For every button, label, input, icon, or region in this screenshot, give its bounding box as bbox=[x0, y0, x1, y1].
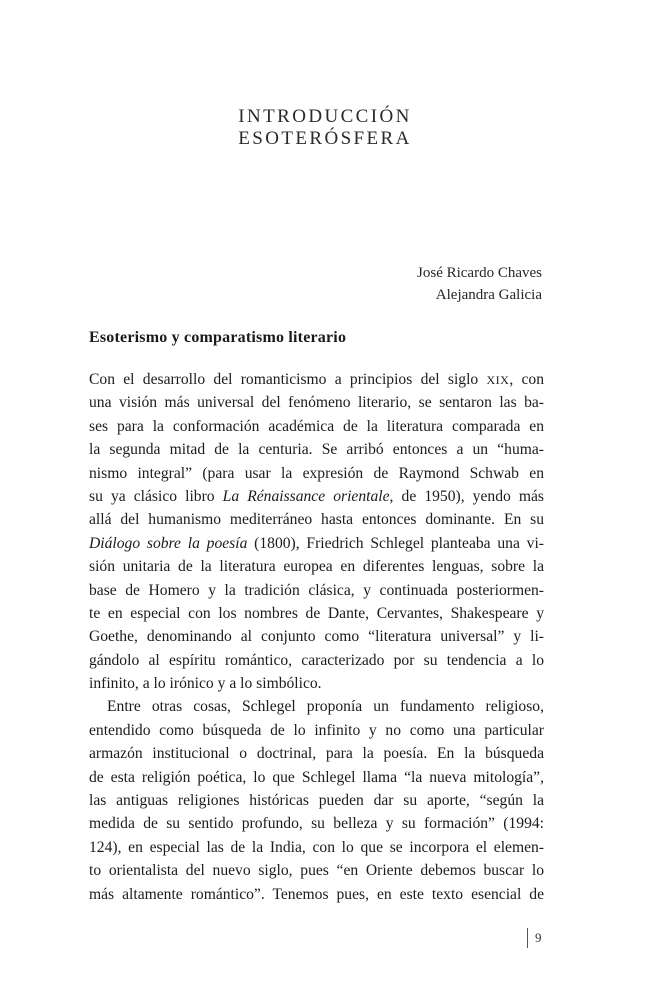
author-name: Alejandra Galicia bbox=[435, 287, 542, 303]
author-name: José Ricardo Chaves bbox=[417, 265, 542, 281]
text-line: 124), en especial las de la India, con lo que se incorpora el elemen- bbox=[89, 838, 544, 856]
paragraph bbox=[89, 695, 544, 906]
text-line: base de Homero y la tradición clásica, y continuada posteriormen- bbox=[89, 581, 544, 599]
text-line: su ya clásico libro La Rénaissance orientale, de 1950), yendo más bbox=[89, 487, 544, 505]
author-list bbox=[417, 262, 542, 306]
text-line: más altamente romántico”. Tenemos pues, en este texto esencial de bbox=[89, 885, 544, 903]
text-line: de esta religión poética, lo que Schlegel llama “la nueva mitología”, bbox=[89, 768, 544, 786]
text-line: armazón institucional o doctrinal, para la poesía. En la búsqueda bbox=[89, 745, 544, 763]
text-line: la segunda mitad de la centuria. Se arribó entonces a un “huma- bbox=[89, 441, 544, 459]
body-text bbox=[89, 368, 544, 906]
text-line: nismo integral” (para usar la expresión de Raymond Schwab en bbox=[89, 464, 544, 482]
chapter-heading bbox=[0, 106, 650, 150]
text-line: Entre otras cosas, Schlegel proponía un fundamento religioso, bbox=[107, 698, 544, 716]
paragraph bbox=[89, 368, 544, 695]
chapter-title-line-1: INTRODUCCIÓN bbox=[238, 106, 412, 127]
text-line: ses para la conformación académica de la literatura comparada en bbox=[89, 417, 544, 435]
text-line: te en especial con los nombres de Dante, Cervantes, Shakespeare y bbox=[89, 604, 544, 622]
text-line: Con el desarrollo del romanticismo a principios del siglo XIX, con bbox=[89, 371, 545, 388]
section-heading: Esoterismo y comparatismo literario bbox=[89, 329, 347, 346]
text-line: una visión más universal del fenómeno literario, se sentaron las ba- bbox=[89, 394, 544, 412]
text-line: gándolo al espíritu romántico, caracterizado por su tendencia a lo bbox=[89, 651, 544, 669]
text-line: Goethe, denominando al conjunto como “literatura universal” y li- bbox=[89, 628, 544, 646]
text-line: sión unitaria de la literatura europea en diferentes lenguas, sobre la bbox=[89, 558, 544, 576]
chapter-title-line-2: ESOTERÓSFERA bbox=[238, 128, 412, 149]
text-line: to orientalista del nuevo siglo, pues “en Oriente debemos buscar lo bbox=[89, 862, 544, 880]
page-number: 9 bbox=[527, 928, 542, 948]
text-line: las antiguas religiones históricas pueden dar su aporte, “según la bbox=[89, 792, 544, 810]
text-line: infinito, a lo irónico y a lo simbólico. bbox=[89, 675, 322, 693]
text-line: medida de su sentido profundo, su belleza y su formación” (1994: bbox=[89, 815, 544, 833]
text-line: Diálogo sobre la poesía (1800), Friedrich Schlegel planteaba una vi- bbox=[89, 534, 544, 552]
text-line: allá del humanismo mediterráneo hasta entonces dominante. En su bbox=[89, 511, 544, 529]
text-line: entendido como búsqueda de lo infinito y no como una particular bbox=[89, 721, 544, 739]
